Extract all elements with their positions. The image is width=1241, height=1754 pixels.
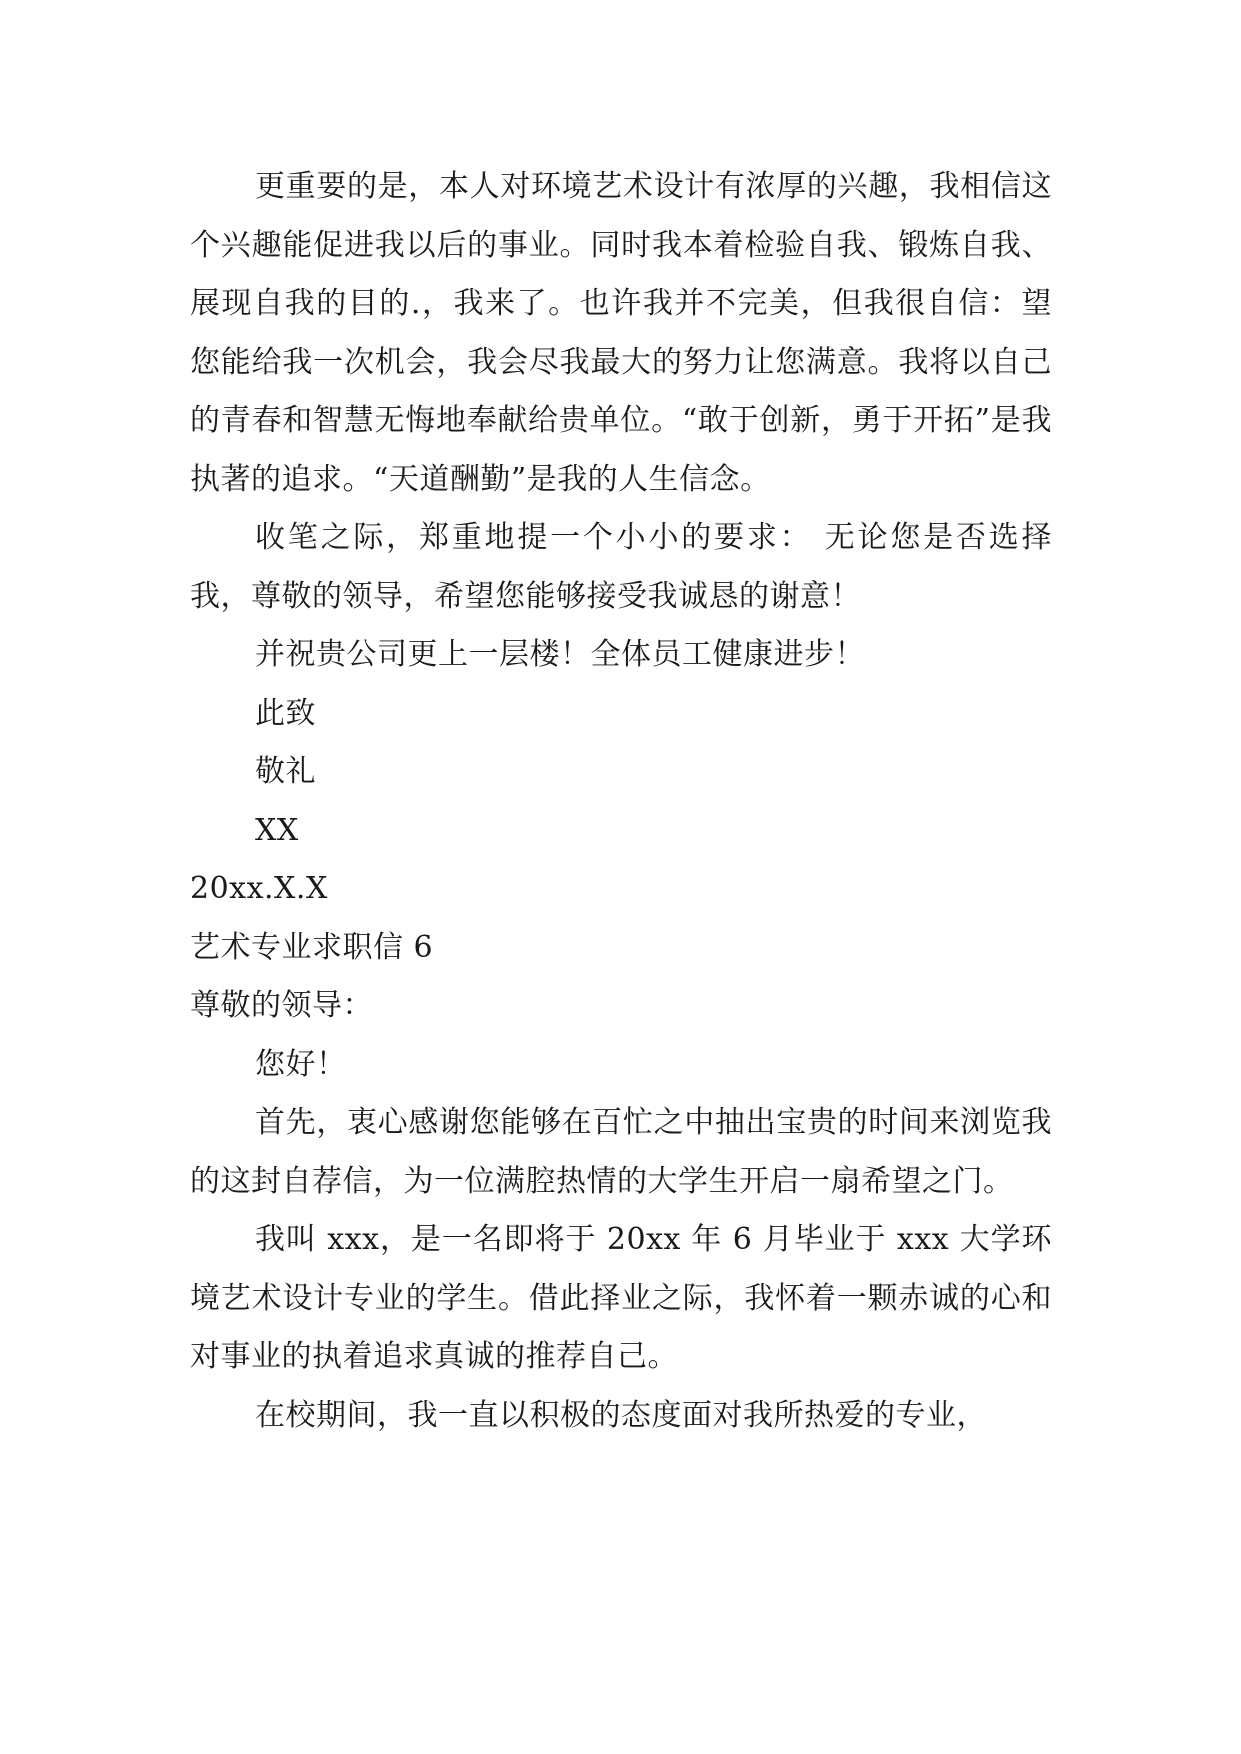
greeting: 您好！: [255, 1046, 347, 1082]
paragraph-interest: 更重要的是，本人对环境艺术设计有浓厚的兴趣，我相信这个兴趣能促进我以后的事业。同时我本着检验自我、锻炼自我、展现自我的目的.，我来了。也许我并不完美，但我很自信：望您能给我一次机会，我会尽我最大的努力让您满意。我将以自己的青春和智慧无悔地奉献给贵单位。“敢于创新，勇于开拓”是我执著的追求。“天道酬勤”是我的人生信念。: [190, 169, 1052, 497]
signature: XX: [255, 812, 299, 848]
section-title: 艺术专业求职信 6: [190, 929, 434, 965]
closing-line-2: 敬礼: [255, 754, 316, 789]
closing-line-1: 此致: [255, 695, 316, 731]
paragraph-introduction: 我叫 xxx，是一名即将于 20xx 年 6 月毕业于 xxx 大学环境艺术设计专业的学生。借此择业之际，我怀着一颗赤诚的心和对事业的执着追求真诚的推荐自己。: [190, 1222, 1052, 1374]
paragraph-request: 收笔之际，郑重地提一个小小的要求： 无论您是否选择我，尊敬的领导，希望您能够接受我诚恳的谢意！: [190, 520, 1052, 614]
paragraph-school: 在校期间，我一直以积极的态度面对我所热爱的专业，: [255, 1397, 987, 1433]
document-body: [190, 158, 1052, 1445]
date-line: 20xx.X.X: [190, 871, 328, 906]
paragraph-thanks: 首先，衷心感谢您能够在百忙之中抽出宝贵的时间来浏览我的这封自荐信，为一位满腔热情的大学生开启一扇希望之门。: [190, 1105, 1052, 1199]
paragraph-wishes: 并祝贵公司更上一层楼！全体员工健康进步！: [255, 637, 865, 672]
salutation: 尊敬的领导：: [190, 988, 373, 1023]
